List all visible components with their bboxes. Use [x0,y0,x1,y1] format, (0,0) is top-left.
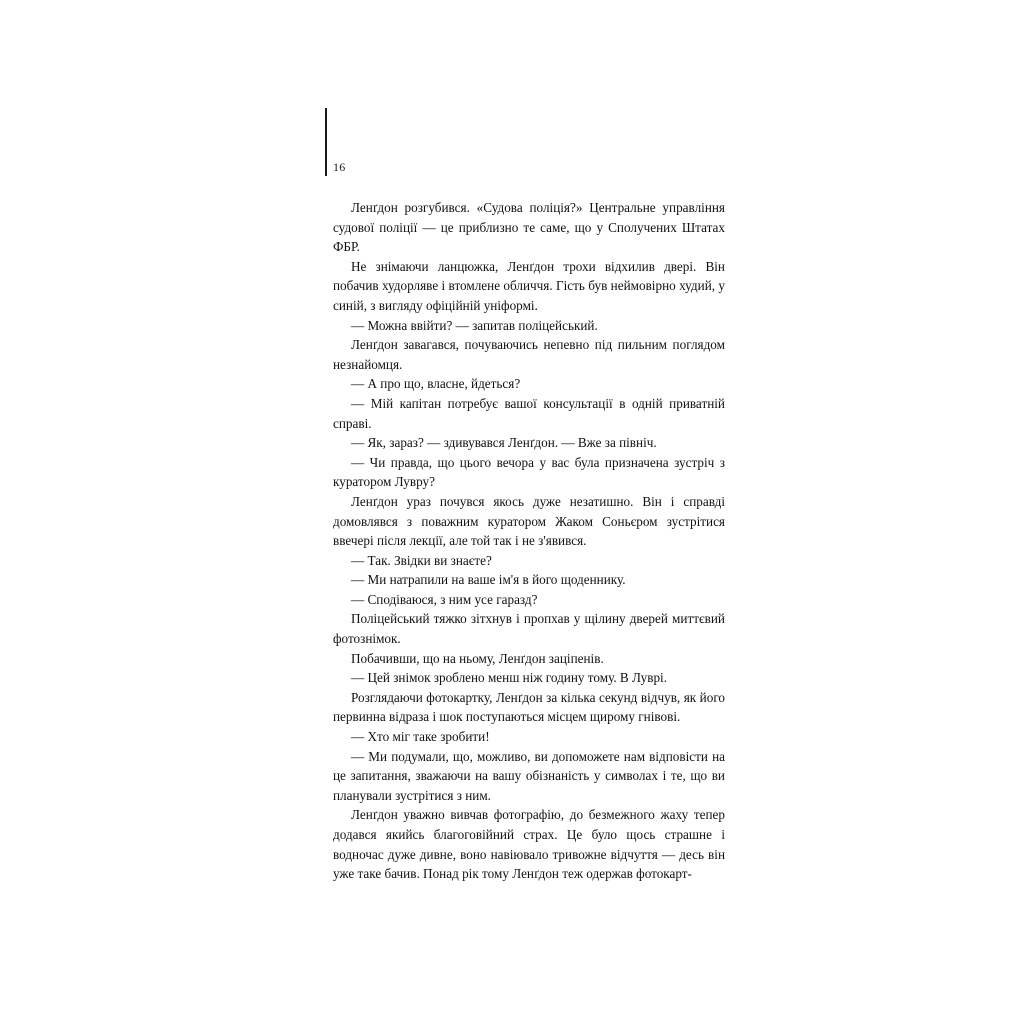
paragraph: Ленґдон завагався, почуваючись непевно під пильним поглядом незнайомця. [333,337,725,372]
paragraph: — Сподіваюся, з ним усе гаразд? [351,591,538,607]
paragraph: — Хто міг таке зробити! [351,729,490,745]
paragraph: Розглядаючи фотокартку, Ленґдон за кілька секунд відчув, як його первинна відраза і шок поступаються місцем щирому гнівові. [333,689,725,725]
body-text [333,198,725,884]
page-number: 16 [333,160,346,174]
paragraph: Не знімаючи ланцюжка, Ленґдон трохи відхилив двері. Він побачив худорляве і втомлене обличчя. Гість був неймовірно худий, у синій, з вигляду офіційній уніформі. [333,258,725,313]
paragraph: Побачивши, що на ньому, Ленґдон заціпенів. [351,650,604,666]
paragraph: — Ми натрапили на ваше ім'я в його щоденнику. [351,572,626,588]
paragraph: Ленґдон розгубився. «Судова поліція?» Центральне управління судової поліції — це приблизно те саме, що у Сполучених Штатах ФБР. [333,200,725,255]
paragraph: — Ми подумали, що, можливо, ви допоможете нам відповісти на це запитання, зважаючи на вашу обізнаність у символах і те, що ви планували зустрітися з ним. [333,748,725,803]
paragraph: — Так. Звідки ви знаєте? [351,552,492,568]
paragraph: — Можна ввійти? — запитав поліцейський. [351,317,598,333]
paragraph: Поліцейський тяжко зітхнув і пропхав у щілину дверей миттєвий фотознімок. [333,611,725,647]
paragraph: Ленґдон ураз почувся якось дуже незатишно. Він і справді домовлявся з поважним куратором Жаком Соньєром зустрітися ввечері після лекції, але той так і не з'явився. [333,493,725,549]
paragraph: — Як, зараз? — здивувався Ленґдон. — Вже за північ. [351,435,657,451]
paragraph: — А про що, власне, йдеться? [351,376,521,392]
paragraph: Ленґдон уважно вивчав фотографію, до безмежного жаху тепер додався якийсь благоговійний страх. Це було щось страшне і водночас дуже дивне, воно навіювало тривожне відчуття — десь він уже таке бачив. Понад рік тому Ленґдон теж одержав фотокарт- [333,807,725,882]
paragraph: — Цей знімок зроблено менш ніж годину тому. В Луврі. [351,670,668,686]
gutter-rule-decoration [325,108,327,176]
paragraph: — Мій капітан потребує вашої консультації в одній приватній справі. [333,395,725,431]
paragraph: — Чи правда, що цього вечора у вас була призначена зустріч з куратором Лувру? [333,454,725,490]
